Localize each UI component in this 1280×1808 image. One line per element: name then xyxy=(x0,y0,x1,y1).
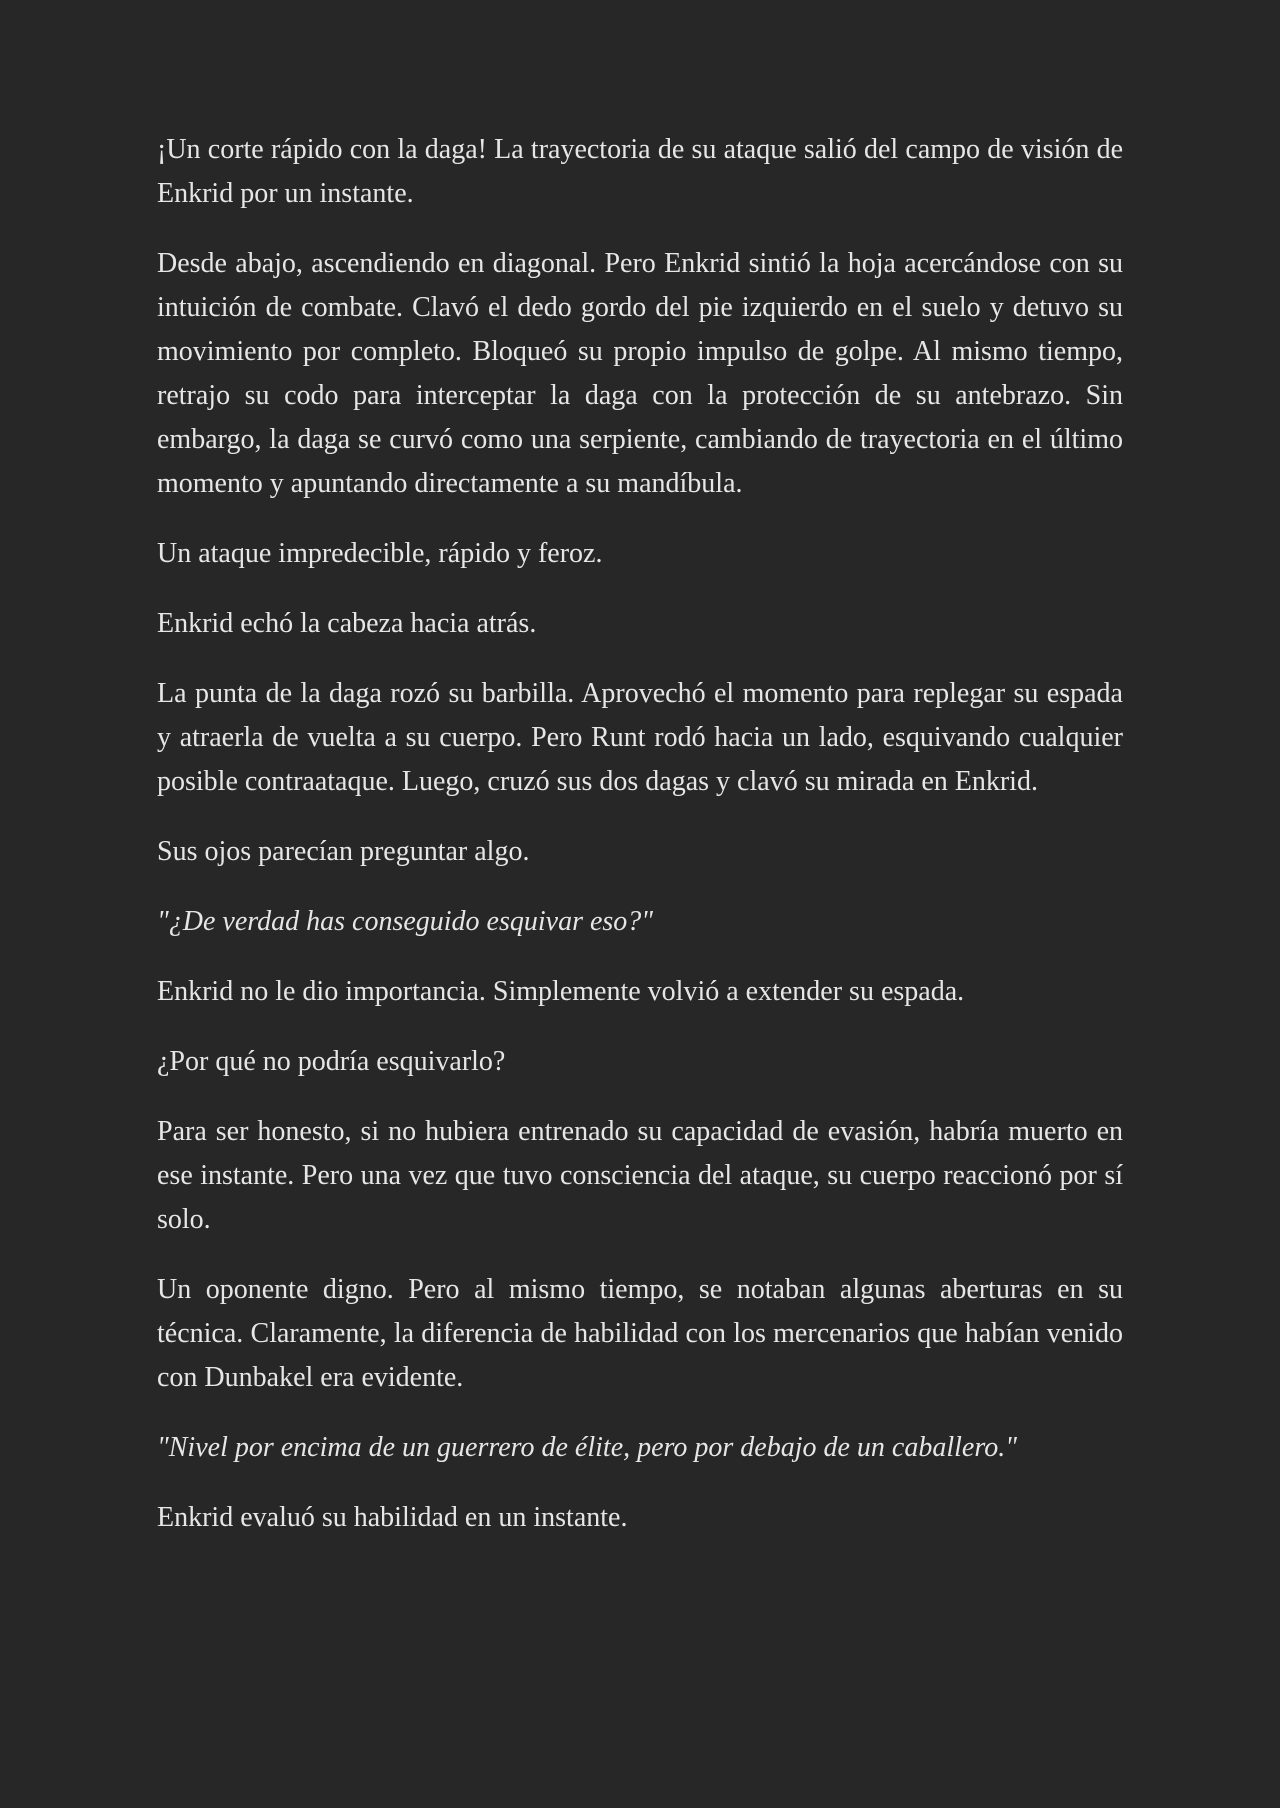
reading-area xyxy=(157,0,1123,1540)
paragraph: Desde abajo, ascendiendo en diagonal. Pero Enkrid sintió la hoja acercándose con su intuición de combate. Clavó el dedo gordo del pie izquierdo en el suelo y detuvo su movimiento por completo. Bloqueó su propio impulso de golpe. Al mismo tiempo, retrajo su codo para interceptar la daga con la protección de su antebrazo. Sin embargo, la daga se curvó como una serpiente, cambiando de trayectoria en el último momento y apuntando directamente a su mandíbula. xyxy=(157,248,1123,499)
paragraph: Sus ojos parecían preguntar algo. xyxy=(157,836,530,867)
paragraph: Enkrid evaluó su habilidad en un instante. xyxy=(157,1502,628,1533)
paragraph: Para ser honesto, si no hubiera entrenado su capacidad de evasión, habría muerto en ese instante. Pero una vez que tuvo consciencia del ataque, su cuerpo reaccionó por sí solo. xyxy=(157,1116,1123,1235)
paragraph: Enkrid no le dio importancia. Simplemente volvió a extender su espada. xyxy=(157,976,965,1007)
paragraph: ¡Un corte rápido con la daga! La trayectoria de su ataque salió del campo de visión de Enkrid por un instante. xyxy=(157,134,1123,209)
paragraph: Un ataque impredecible, rápido y feroz. xyxy=(157,538,603,569)
quote-paragraph: "¿De verdad has conseguido esquivar eso?" xyxy=(157,906,654,937)
paragraph: ¿Por qué no podría esquivarlo? xyxy=(157,1046,506,1077)
paragraph: Un oponente digno. Pero al mismo tiempo, se notaban algunas aberturas en su técnica. Claramente, la diferencia de habilidad con los mercenarios que habían venido con Dunbakel era evidente. xyxy=(157,1274,1123,1393)
paragraph: La punta de la daga rozó su barbilla. Aprovechó el momento para replegar su espada y atraerla de vuelta a su cuerpo. Pero Runt rodó hacia un lado, esquivando cualquier posible contraataque. Luego, cruzó sus dos dagas y clavó su mirada en Enkrid. xyxy=(157,678,1123,797)
paragraph: Enkrid echó la cabeza hacia atrás. xyxy=(157,608,537,639)
quote-paragraph: "Nivel por encima de un guerrero de élite, pero por debajo de un caballero." xyxy=(157,1432,1017,1463)
